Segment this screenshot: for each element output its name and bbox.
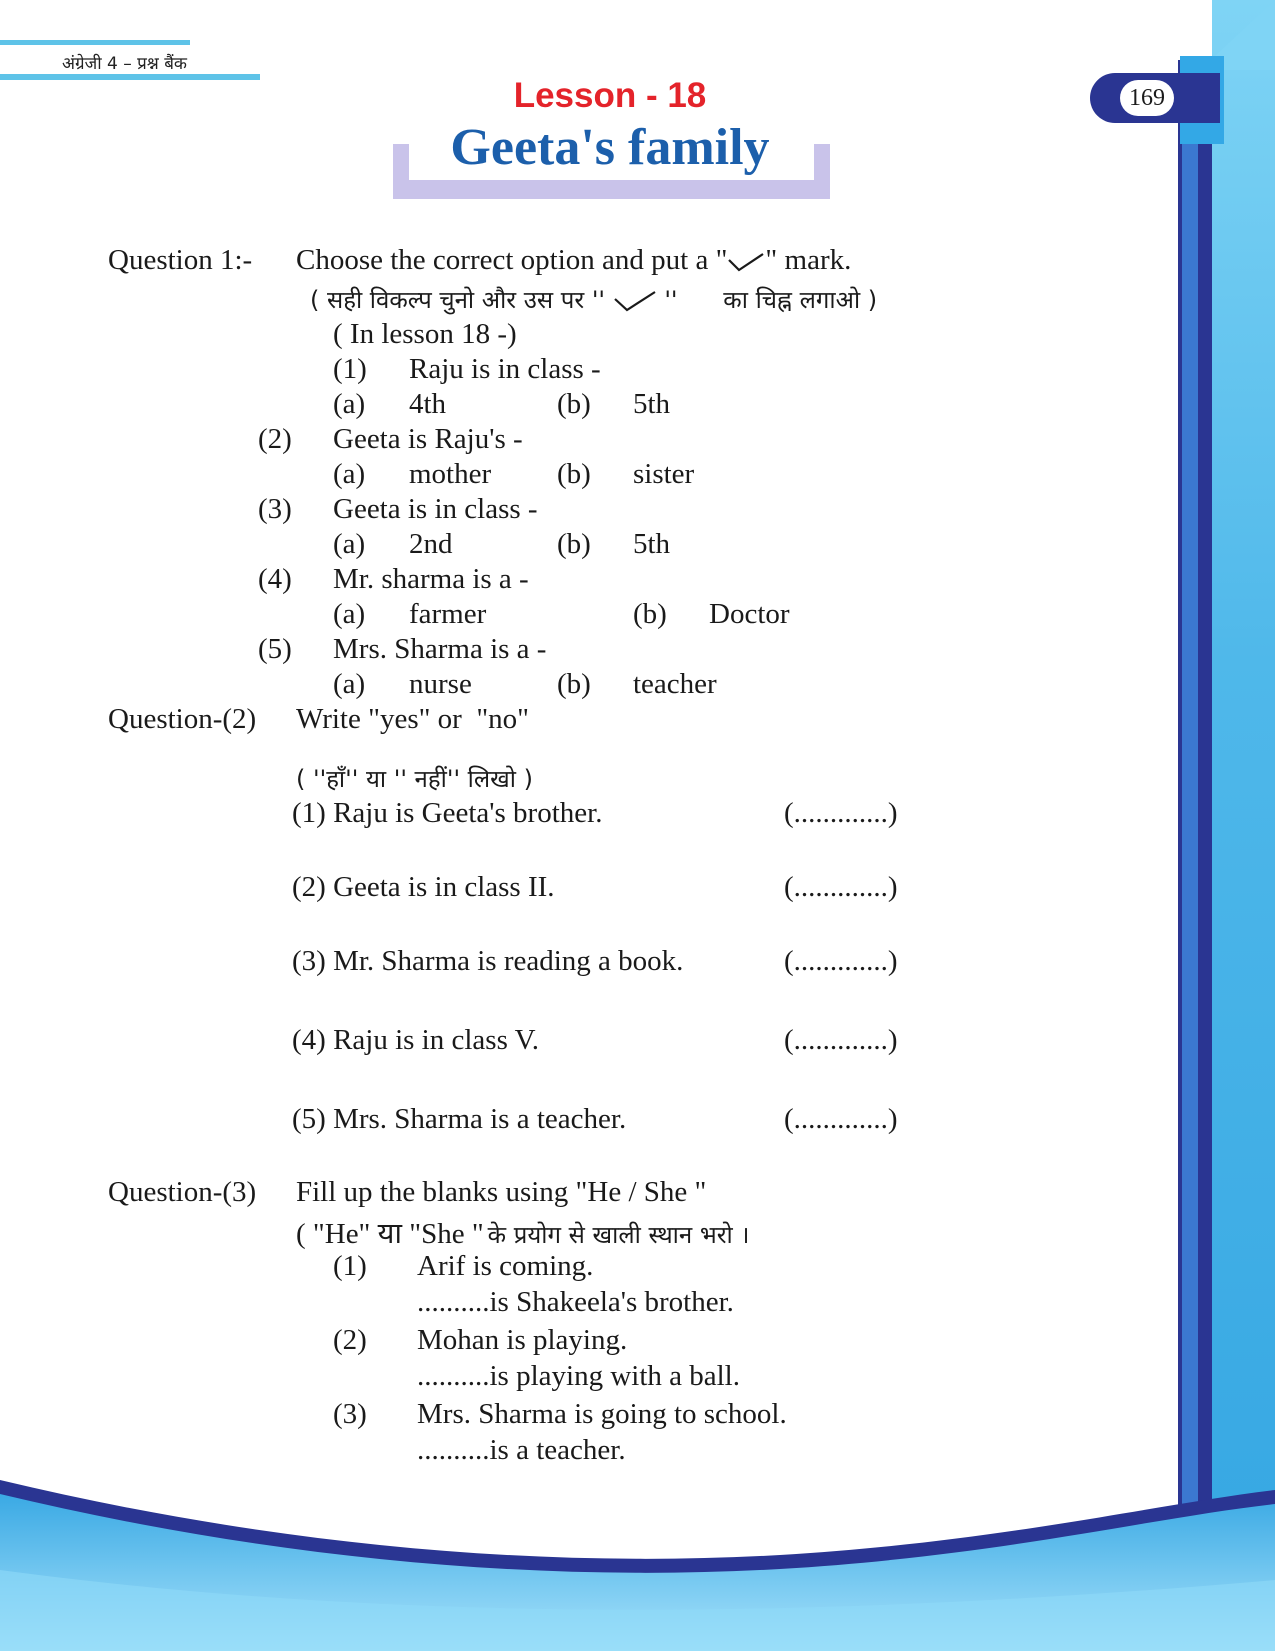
bottom-wave-decoration xyxy=(0,1460,1275,1651)
q1-option-b-label: (b) xyxy=(557,458,591,490)
q1-option-b-label: (b) xyxy=(557,388,591,420)
q1-option-a: mother xyxy=(409,458,492,490)
q2-answer-blank[interactable]: (.............) xyxy=(784,871,898,903)
sidebar-stripe-mid xyxy=(1182,60,1198,1505)
q3-item-number: (2) xyxy=(333,1324,367,1356)
q1-item-number: (4) xyxy=(258,563,292,595)
q1-option-a-label: (a) xyxy=(333,528,366,560)
q1-item-number: (1) xyxy=(333,353,367,385)
q1-option-b: 5th xyxy=(633,388,671,420)
q1-option-b-label: (b) xyxy=(557,668,591,700)
q2-item-text: (1) Raju is Geeta's brother. xyxy=(292,797,603,829)
question-3-label: Question-(3) xyxy=(108,1176,257,1208)
question-3-prompt: Fill up the blanks using "He / She " xyxy=(296,1176,707,1208)
question-1-hindi-end: '' का चिह्न लगाओ ) xyxy=(664,286,878,314)
q1-option-a-label: (a) xyxy=(333,388,366,420)
lesson-number: Lesson - 18 xyxy=(513,76,707,115)
q1-item-text: Raju is in class - xyxy=(409,353,601,385)
q3-item-line1: Mohan is playing. xyxy=(417,1324,628,1356)
q1-option-b: Doctor xyxy=(709,598,790,630)
q1-item-text: Geeta is in class - xyxy=(333,493,538,525)
question-3-hindi xyxy=(296,1213,749,1252)
q1-option-b: teacher xyxy=(633,668,717,700)
question-3-hindi-prefix: ( "He" या "She " xyxy=(296,1218,484,1250)
q1-option-b-label: (b) xyxy=(557,528,591,560)
book-header: अंग्रेजी 4 – प्रश्न बैंक xyxy=(62,54,187,74)
q2-item-text: (3) Mr. Sharma is reading a book. xyxy=(292,945,684,977)
q1-option-b-label: (b) xyxy=(633,598,667,630)
q1-item-text: Mr. sharma is a - xyxy=(333,563,529,595)
lesson-title: Geeta's family xyxy=(450,119,770,176)
header-ribbon-line xyxy=(0,40,190,45)
q2-item-text: (2) Geeta is in class II. xyxy=(292,871,555,903)
question-1-prompt-end: " mark. xyxy=(765,244,852,276)
question-1-label: Question 1:- xyxy=(108,244,253,276)
question-1-prompt-text: Choose the correct option and put a " xyxy=(296,244,728,276)
question-2-hindi: ( ''हाँ'' या '' नहीं'' लिखो ) xyxy=(296,765,533,793)
q3-item-blank-line[interactable]: ..........is playing with a ball. xyxy=(417,1360,740,1392)
q2-answer-blank[interactable]: (.............) xyxy=(784,1103,898,1135)
page-number: 169 xyxy=(1120,80,1174,116)
q2-answer-blank[interactable]: (.............) xyxy=(784,797,898,829)
q3-item-line1: Mrs. Sharma is going to school. xyxy=(417,1398,787,1430)
q3-item-number: (3) xyxy=(333,1398,367,1430)
q1-item-number: (2) xyxy=(258,423,292,455)
q2-item-text: (4) Raju is in class V. xyxy=(292,1024,540,1056)
q2-answer-blank[interactable]: (.............) xyxy=(784,1024,898,1056)
question-1-context: ( In lesson 18 -) xyxy=(333,318,517,350)
q1-option-a: nurse xyxy=(409,668,472,700)
question-2-prompt: Write "yes" or "no" xyxy=(296,703,530,735)
q1-option-a: farmer xyxy=(409,598,487,630)
question-1-prompt xyxy=(296,244,851,277)
q1-item-number: (5) xyxy=(258,633,292,665)
sidebar-stripe-dark xyxy=(1198,60,1212,1505)
tick-icon xyxy=(727,252,765,272)
q1-item-text: Geeta is Raju's - xyxy=(333,423,523,455)
right-sidebar-background xyxy=(1212,0,1275,1651)
tick-icon xyxy=(613,290,657,312)
q2-item-text: (5) Mrs. Sharma is a teacher. xyxy=(292,1103,627,1135)
question-1-hindi xyxy=(310,283,877,316)
question-1-hindi-start: ( सही विकल्प चुनो और उस पर '' xyxy=(310,286,606,314)
q3-item-blank-line[interactable]: ..........is a teacher. xyxy=(417,1434,626,1466)
q1-option-a-label: (a) xyxy=(333,668,366,700)
q1-option-a: 2nd xyxy=(409,528,453,560)
q1-option-a-label: (a) xyxy=(333,458,366,490)
q1-item-text: Mrs. Sharma is a - xyxy=(333,633,547,665)
q2-answer-blank[interactable]: (.............) xyxy=(784,945,898,977)
q1-option-a: 4th xyxy=(409,388,447,420)
q3-item-blank-line[interactable]: ..........is Shakeela's brother. xyxy=(417,1286,734,1318)
question-3-hindi-rest: के प्रयोग से खाली स्थान भरो । xyxy=(487,1221,750,1249)
q1-option-a-label: (a) xyxy=(333,598,366,630)
q1-option-b: sister xyxy=(633,458,695,490)
q1-option-b: 5th xyxy=(633,528,671,560)
q3-item-line1: Arif is coming. xyxy=(417,1250,594,1282)
question-2-label: Question-(2) xyxy=(108,703,257,735)
q1-item-number: (3) xyxy=(258,493,292,525)
q3-item-number: (1) xyxy=(333,1250,367,1282)
